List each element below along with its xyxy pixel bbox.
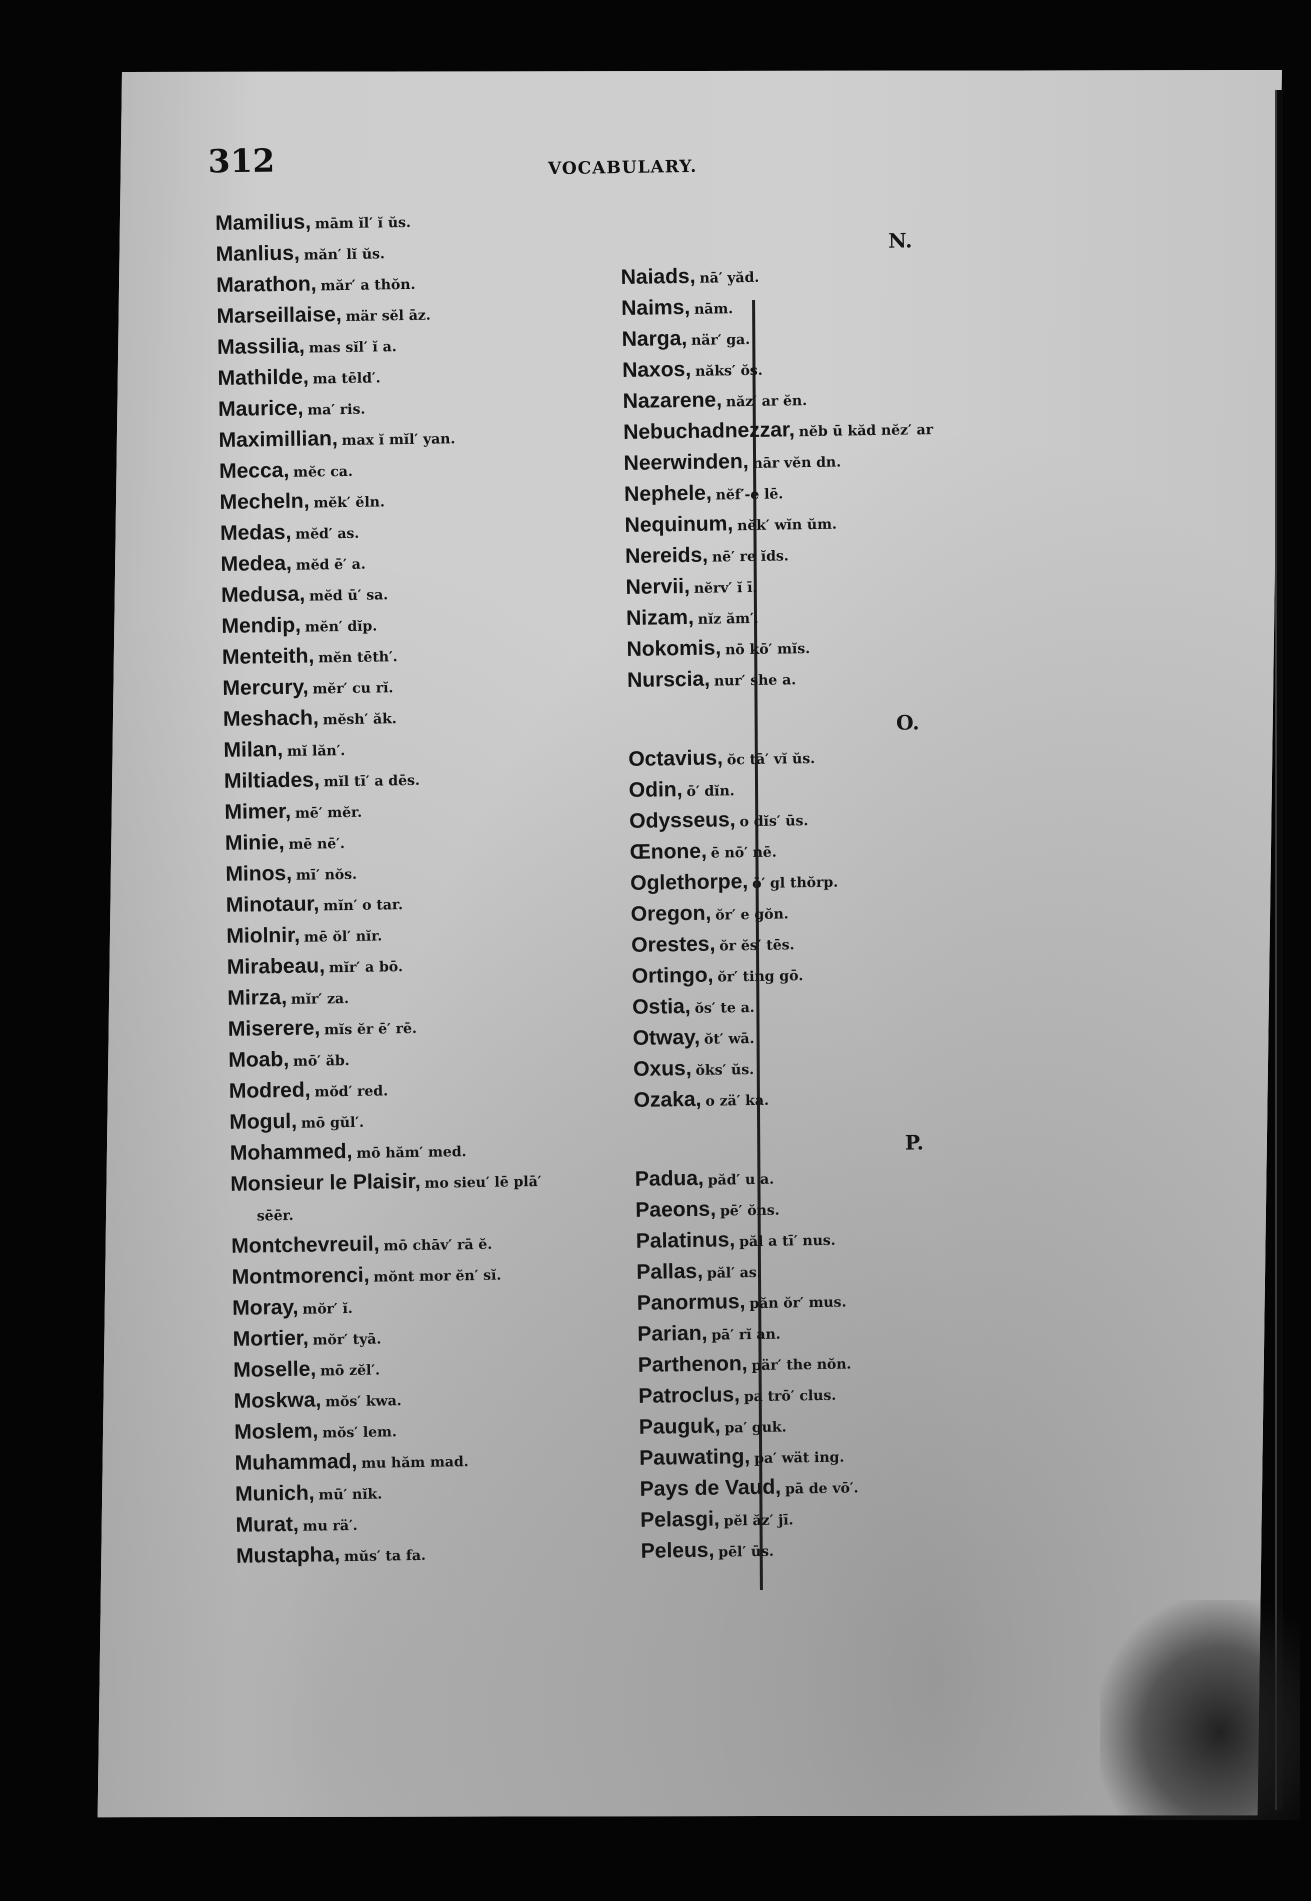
- entry-headword: Otway,: [632, 1025, 701, 1050]
- entry-pronunciation: max ĭ mĭl′ yan.: [341, 431, 456, 450]
- entry-pronunciation: mō′ ăb.: [292, 1052, 350, 1070]
- entry-pronunciation: pē′ ŏns.: [719, 1202, 780, 1220]
- entry-headword: Mogul,: [229, 1109, 298, 1134]
- entry-headword: Montchevreuil,: [231, 1232, 380, 1258]
- entry-headword: Naims,: [621, 295, 691, 320]
- entry-pronunciation: păl a tī′ nus.: [739, 1232, 836, 1251]
- entry-headword: Mamilius,: [215, 210, 312, 235]
- entry-headword: Orestes,: [631, 932, 716, 957]
- entry-headword: Nizam,: [625, 605, 694, 630]
- entry-headword: Octavius,: [628, 746, 724, 771]
- entry-pronunciation: mĕd ē′ a.: [295, 556, 366, 574]
- entry-pronunciation: păl′ as.: [706, 1264, 762, 1282]
- entry-headword: Odin,: [628, 778, 683, 802]
- entry-pronunciation: pā′ rĭ an.: [711, 1326, 781, 1344]
- entry-pronunciation: pa′ wät ing.: [754, 1449, 845, 1468]
- entry-headword: Œnone,: [629, 839, 707, 864]
- entry-pronunciation: mĕd′ as.: [295, 525, 360, 543]
- entry-pronunciation: mē nē′.: [288, 836, 345, 853]
- entry-headword: Nereids,: [624, 543, 709, 568]
- entry-pronunciation: nē′ re ĭds.: [711, 548, 789, 566]
- entry-headword: Oregon,: [630, 901, 712, 926]
- entry-pronunciation: ŏs′ te a.: [694, 999, 755, 1017]
- entry-pronunciation: mu rä′.: [302, 1517, 358, 1535]
- entry-pronunciation: mŭs′ ta fa.: [343, 1547, 426, 1566]
- entry-pronunciation: mo sieu′ lē plā′: [424, 1173, 542, 1192]
- entry-pronunciation: mō gŭl′.: [300, 1114, 365, 1132]
- entry-headword: Moab,: [228, 1047, 290, 1072]
- entry-headword: Nervii,: [625, 574, 691, 599]
- entry-headword: Mimer,: [224, 799, 292, 824]
- entry-headword: Moselle,: [233, 1357, 317, 1382]
- entry-pronunciation: pa′ guk.: [724, 1419, 787, 1437]
- entry-headword: Medas,: [219, 520, 292, 545]
- entry-headword: Medea,: [220, 551, 292, 576]
- entry-pronunciation: mĭl tī′ a dēs.: [323, 772, 420, 791]
- entry-pronunciation: mū′ nĭk.: [318, 1486, 383, 1504]
- entry-headword: Nurscia,: [626, 667, 711, 692]
- entry-pronunciation: mĕc ca.: [293, 463, 353, 481]
- entry-headword: Nebuchadnezzar,: [623, 418, 795, 444]
- entry-pronunciation: o dĭs′ ūs.: [739, 813, 809, 831]
- entry-pronunciation: ma tēld′.: [312, 370, 381, 388]
- entry-headword: Mirza,: [227, 985, 288, 1010]
- section-letter: O.: [896, 710, 920, 735]
- entry-pronunciation: ŏr ĕs′ tēs.: [719, 937, 795, 955]
- entry-pronunciation: mŏr′ ĭ.: [302, 1300, 353, 1318]
- entry-headword: Mathilde,: [217, 365, 309, 390]
- entry-pronunciation: mĭ lăn′.: [286, 743, 346, 760]
- entry-headword: Pauwating,: [639, 1445, 751, 1470]
- entry-pronunciation: ŏks′ ŭs.: [695, 1061, 755, 1079]
- entry-headword: Panormus,: [636, 1290, 746, 1315]
- entry-pronunciation: mär sĕl āz.: [345, 307, 431, 325]
- entry-pronunciation: nĕf′-e lē.: [715, 486, 784, 504]
- entry-headword: Minie,: [224, 830, 285, 855]
- entry-pronunciation: mām ĭl′ ĭ ŭs.: [314, 214, 411, 233]
- entry-pronunciation: ŏr′ ting gō.: [717, 968, 804, 986]
- entry-pronunciation: ō′ dĭn.: [686, 783, 735, 801]
- entry-pronunciation: nā′ yăd.: [699, 269, 760, 287]
- entry-headword: Narga,: [621, 326, 688, 351]
- entry-pronunciation: mĭn′ o tar.: [323, 897, 404, 915]
- entry-pronunciation: mĭs ĕr ē′ rē.: [324, 1020, 417, 1039]
- entry-headword: Marathon,: [216, 272, 317, 297]
- entry-headword: Nequinum,: [624, 512, 734, 537]
- entry-pronunciation: sēēr.: [256, 1207, 294, 1225]
- entry-pronunciation: ŏc tā′ vĭ ŭs.: [726, 751, 816, 769]
- entry-headword: Mirabeau,: [226, 954, 326, 979]
- entry-pronunciation: pā de vō′.: [784, 1480, 859, 1498]
- entry-pronunciation: mas sĭl′ ĭ a.: [308, 339, 397, 357]
- entry-headword: Pauguk,: [638, 1414, 721, 1439]
- vocabulary-column-right: [620, 219, 1201, 1567]
- entry-headword: Manlius,: [215, 241, 300, 266]
- entry-headword: Paeons,: [635, 1197, 717, 1222]
- entry-headword: Padua,: [634, 1166, 704, 1191]
- entry-headword: Maximillian,: [218, 427, 338, 452]
- entry-headword: Ortingo,: [631, 963, 714, 988]
- entry-pronunciation: mō zĕl′.: [320, 1362, 381, 1380]
- entry-pronunciation: när′ ga.: [691, 331, 751, 349]
- entry-headword: Mercury,: [222, 675, 309, 700]
- entry-headword: Meshach,: [222, 706, 319, 731]
- entry-headword: Mendip,: [221, 613, 302, 638]
- entry-pronunciation: năks′ ŏs.: [695, 362, 763, 380]
- entry-pronunciation: păn ŏr′ mus.: [749, 1294, 847, 1313]
- section-letter: N.: [888, 228, 913, 253]
- entry-headword: Palatinus,: [635, 1228, 736, 1253]
- entry-pronunciation: nur′ she a.: [713, 672, 797, 690]
- entry-headword: Peleus,: [640, 1538, 715, 1563]
- entry-headword: Mustapha,: [236, 1543, 341, 1568]
- entry-headword: Minotaur,: [225, 892, 320, 917]
- entry-headword: Massilia,: [217, 334, 305, 359]
- scan-shadow: [1100, 1600, 1300, 1820]
- entry-pronunciation: pĕl ăz′ jī.: [723, 1512, 794, 1530]
- entry-headword: Naiads,: [620, 264, 696, 289]
- entry-pronunciation: nām.: [694, 301, 734, 318]
- entry-pronunciation: mĕn′ dĭp.: [304, 618, 378, 636]
- entry-headword: Medusa,: [220, 582, 306, 607]
- entry-pronunciation: mĕsh′ ăk.: [322, 711, 397, 729]
- entry-headword: Ostia,: [632, 994, 691, 1019]
- entry-headword: Milan,: [223, 737, 284, 762]
- entry-headword: Patroclus,: [638, 1383, 741, 1408]
- entry-headword: Munich,: [235, 1481, 315, 1506]
- entry-pronunciation: mē′ mĕr.: [294, 804, 363, 822]
- entry-headword: Modred,: [228, 1078, 311, 1103]
- entry-pronunciation: nĕrv′ ĭ ī.: [693, 579, 758, 597]
- entry-pronunciation: mŏs′ kwa.: [325, 1393, 402, 1411]
- entry-headword: Miltiades,: [223, 768, 320, 793]
- entry-pronunciation: mī′ nŏs.: [295, 866, 358, 884]
- entry-pronunciation: mŏnt mor ĕn′ sĭ.: [373, 1267, 502, 1286]
- entry-pronunciation: nō kō′ mĭs.: [725, 641, 811, 659]
- entry-headword: Oglethorpe,: [630, 870, 749, 895]
- entry-pronunciation: pēl′ ūs.: [718, 1543, 774, 1561]
- entry-pronunciation: măn′ lĭ ŭs.: [303, 246, 385, 264]
- entry-pronunciation: mŏs′ lem.: [322, 1424, 397, 1442]
- entry-headword: Moslem,: [234, 1419, 319, 1444]
- entry-headword: Nephele,: [624, 481, 712, 506]
- entry-pronunciation: mĕr′ cu rĭ.: [312, 680, 394, 698]
- page-number: 312: [207, 141, 276, 181]
- entry-headword: Nazarene,: [622, 388, 723, 413]
- entry-headword: Ozaka,: [633, 1087, 702, 1112]
- entry-pronunciation: mĕd ū′ sa.: [309, 587, 389, 605]
- entry-pronunciation: ma′ ris.: [307, 401, 366, 419]
- entry-headword: Mecheln,: [219, 489, 310, 514]
- entry-pronunciation: nĕk′ wĭn ŭm.: [737, 516, 837, 535]
- entry-headword: Pays de Vaud,: [639, 1475, 782, 1501]
- entry-pronunciation: mu hăm mad.: [361, 1454, 469, 1472]
- entry-headword: Parian,: [637, 1321, 708, 1346]
- entry-pronunciation: ō′ gl thŏrp.: [752, 874, 839, 893]
- section-letter: P.: [904, 1130, 924, 1155]
- entry-pronunciation: mĕk′ ĕln.: [313, 494, 385, 512]
- entry-headword: Miolnir,: [226, 923, 301, 948]
- entry-headword: Mohammed,: [229, 1139, 353, 1165]
- entry-headword: Murat,: [235, 1512, 299, 1537]
- entry-pronunciation: mē ŏl′ nĭr.: [303, 928, 383, 946]
- entry-headword: Moskwa,: [233, 1388, 322, 1413]
- entry-headword: Mecca,: [218, 458, 290, 483]
- entry-pronunciation: mĭr′ za.: [290, 990, 350, 1008]
- entry-pronunciation: nĕb ū kăd nĕz′ ar: [798, 422, 934, 441]
- entry-headword: Menteith,: [221, 644, 315, 669]
- entry-pronunciation: pa trō′ clus.: [743, 1387, 837, 1406]
- entry-headword: Neerwinden,: [623, 450, 749, 475]
- entry-headword: Oxus,: [633, 1056, 692, 1081]
- entry-headword: Muhammad,: [234, 1449, 358, 1475]
- entry-headword: Montmorenci,: [231, 1263, 370, 1289]
- entry-headword: Naxos,: [622, 357, 692, 382]
- entry-headword: Pelasgi,: [640, 1507, 720, 1532]
- entry-headword: Marseillaise,: [216, 303, 342, 328]
- entry-pronunciation: o zä′ ka.: [705, 1092, 770, 1110]
- entry-pronunciation: mĕn tēth′.: [318, 649, 398, 667]
- entry-pronunciation: mŏr′ tyā.: [312, 1331, 382, 1349]
- entry-pronunciation: mō hăm′ med.: [356, 1144, 467, 1162]
- entry-headword: Moray,: [232, 1295, 299, 1320]
- entry-pronunciation: năz′ ar ĕn.: [725, 393, 808, 411]
- entry-headword: Mortier,: [232, 1326, 309, 1351]
- entry-pronunciation: păd′ u a.: [707, 1171, 775, 1189]
- entry-headword: Odysseus,: [629, 808, 736, 833]
- entry-pronunciation: mĭr′ a bō.: [328, 959, 404, 977]
- entry-headword: Nokomis,: [626, 636, 722, 661]
- entry-headword: Minos,: [225, 861, 293, 886]
- entry-headword: Parthenon,: [637, 1352, 748, 1377]
- entry-pronunciation: pär′ the nŏn.: [751, 1356, 852, 1375]
- entry-pronunciation: ŏt′ wā.: [703, 1030, 755, 1048]
- entry-headword: Maurice,: [217, 396, 304, 421]
- entry-headword: Pallas,: [636, 1259, 704, 1284]
- page-edge-shadow: [1275, 90, 1283, 1810]
- entry-pronunciation: măr′ a thŏn.: [320, 276, 416, 295]
- entry-headword: Monsieur le Plaisir,: [230, 1169, 421, 1196]
- entry-pronunciation: mŏd′ red.: [314, 1083, 389, 1101]
- entry-headword: Miserere,: [227, 1016, 321, 1041]
- entry-pronunciation: ŏr′ e gŏn.: [715, 906, 789, 924]
- running-head: VOCABULARY.: [547, 156, 698, 180]
- entry-pronunciation: mō chāv′ rā ĕ.: [383, 1236, 493, 1255]
- entry-pronunciation: nĭz ăm′.: [697, 610, 759, 628]
- entry-pronunciation: nār vĕn dn.: [752, 454, 842, 472]
- entry-pronunciation: ē nō′ nē.: [710, 844, 777, 862]
